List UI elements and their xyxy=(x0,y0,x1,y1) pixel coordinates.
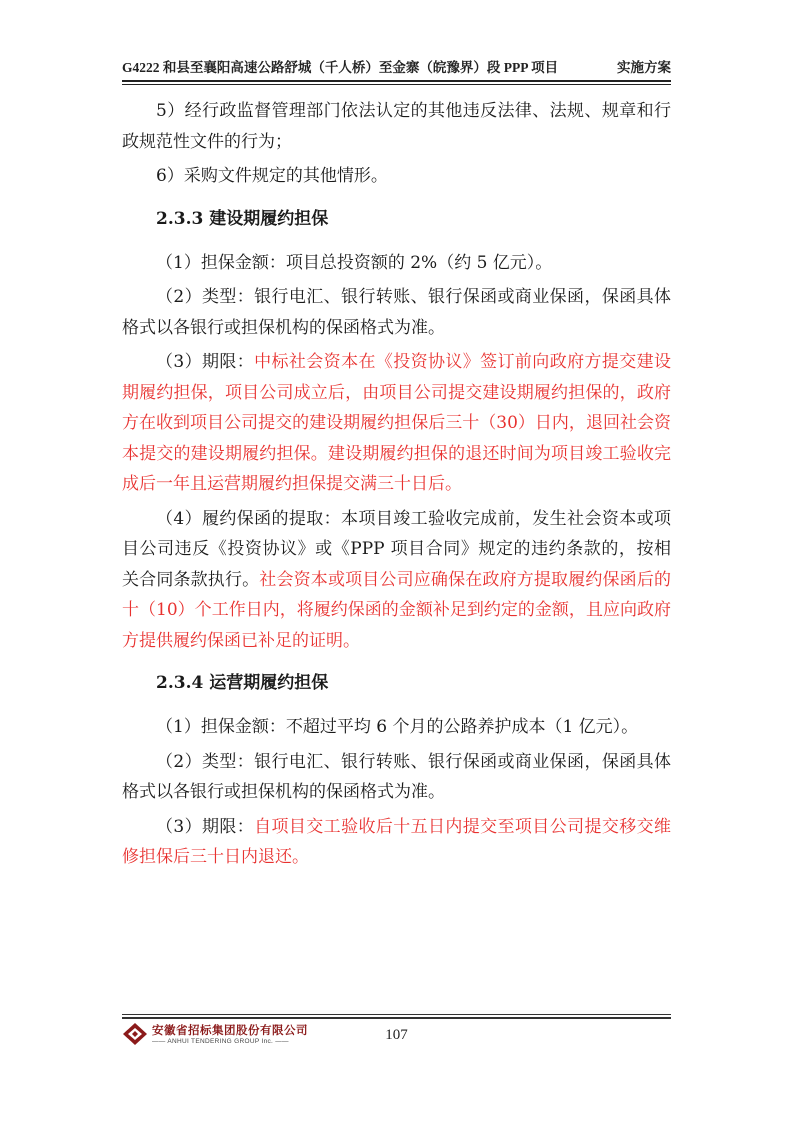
heading-operation-guarantee: 2.3.4 运营期履约担保 xyxy=(156,673,329,693)
page-header xyxy=(122,54,671,78)
header-rule xyxy=(122,80,671,82)
paragraph-guarantee-term xyxy=(122,347,671,500)
company-name-cn: 安徽省招标集团股份有限公司 xyxy=(152,1022,308,1037)
paragraph-op-type: （2）类型：银行电汇、银行转账、银行保函或商业保函，保函具体格式以各银行或担保机构的保函格式为准。 xyxy=(122,751,671,802)
header-section: 实施方案 xyxy=(617,60,671,75)
paragraph-guarantee-amount: （1）担保金额：项目总投资额的 2%（约 5 亿元）。 xyxy=(156,252,553,273)
company-name-en: —— ANHUI TENDERING GROUP Inc. —— xyxy=(152,1037,289,1045)
term-lead: （3）期限： xyxy=(156,352,255,372)
term-red-text: 中标社会资本在《投资协议》签订前向政府方提交建设期履约担保，项目公司成立后，由项目公司提交建设期履约担保的，政府方在收到项目公司提交的建设期履约担保后三十（30）日内，退回社会资本提交的建设期履约担保。建设期履约担保的退还时间为项目竣工验收完成后一年且运营期履约担保提交满三十日后。 xyxy=(122,352,672,494)
paragraph-item-5: 5）经行政监督管理部门依法认定的其他违反法律、法规、规章和行政规范性文件的行为； xyxy=(122,101,671,152)
op-term-lead: （3）期限： xyxy=(156,816,255,837)
heading-construction-guarantee: 2.3.3 建设期履约担保 xyxy=(156,208,329,229)
footer-rule xyxy=(122,1017,671,1019)
op-term-red-text: 自项目交工验收后十五日内提交至项目公司提交移交维修担保后三十日内退还。 xyxy=(122,816,672,867)
paragraph-guarantee-type: （2）类型：银行电汇、银行转账、银行保函或商业保函，保函具体格式以各银行或担保机构的保函格式为准。 xyxy=(122,287,671,338)
draw-red-text: 社会资本或项目公司应确保在政府方提取履约保函后的十（10）个工作日内，将履约保函的金额补足到约定的金额，且应向政府方提供履约保函已补足的证明。 xyxy=(122,569,672,651)
header-title: G4222 和县至襄阳高速公路舒城（千人桥）至金寨（皖豫界）段 PPP 项目 xyxy=(122,60,559,75)
draw-lead: （4）履约保函的提取：本项目竣工验收完成前，发生社会资本或项目公司违反《投资协议》或《PPP 项目合同》规定的违约条款的，按相关合同条款执行。 xyxy=(122,508,671,590)
paragraph-op-term xyxy=(122,812,671,873)
document-body xyxy=(122,96,671,873)
paragraph-op-amount: （1）担保金额：不超过平均 6 个月的公路养护成本（1 亿元）。 xyxy=(156,717,639,737)
header-rule-thin xyxy=(122,84,671,85)
footer-rule-thin xyxy=(122,1014,671,1015)
paragraph-guarantee-draw xyxy=(122,504,671,657)
paragraph-item-6: 6）采购文件规定的其他情形。 xyxy=(156,166,388,186)
page-number: 107 xyxy=(385,1027,408,1043)
